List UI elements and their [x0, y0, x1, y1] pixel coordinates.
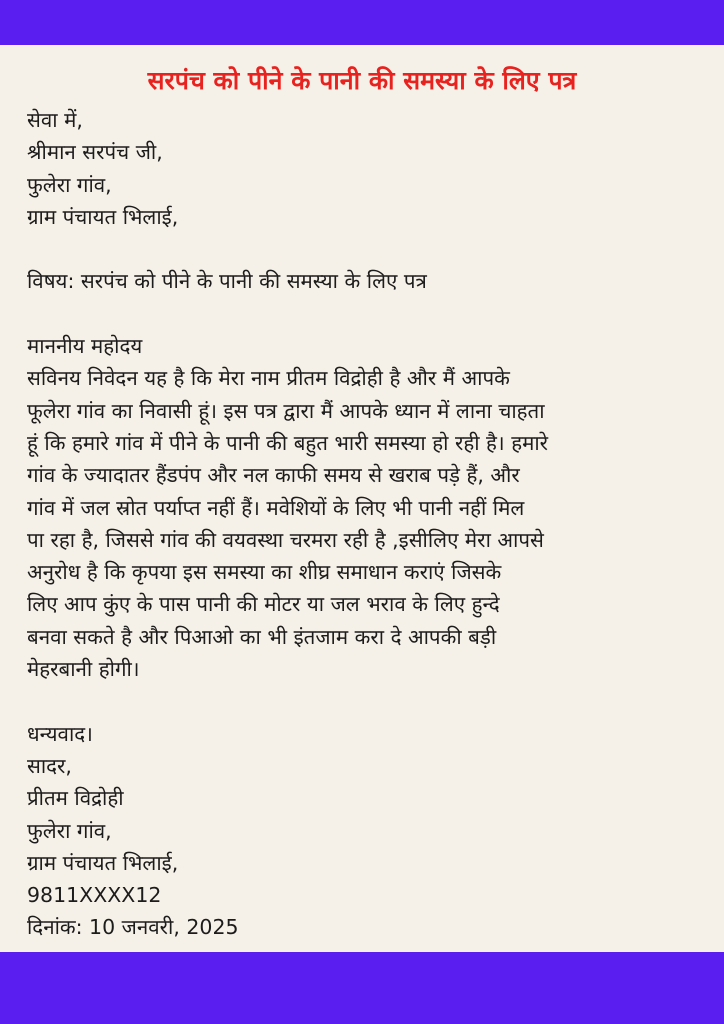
closing-regards: सादर,: [27, 753, 72, 778]
body-line: सविनय निवेदन यह है कि मेरा नाम प्रीतम विद्रोही है और मैं आपके: [27, 366, 510, 391]
subject-line: विषय: सरपंच को पीने के पानी की समस्या के लिए पत्र: [27, 269, 427, 294]
body-line: गांव में जल स्रोत पर्याप्त नहीं हैं। मवेशियों के लिए भी पानी नहीं मिल: [27, 495, 525, 520]
sender-phone: 9811XXXX12: [27, 883, 162, 908]
address-village: फुलेरा गांव,: [27, 172, 112, 197]
blank-line: [27, 298, 699, 330]
letter-title: सरपंच को पीने के पानी की समस्या के लिए पत्र: [147, 66, 577, 95]
body-line: पा रहा है, जिससे गांव की वयवस्था चरमरा रही है ,इसीलिए मेरा आपसे: [27, 527, 544, 552]
body-line: लिए आप कुंए के पास पानी की मोटर या जल भराव के लिए हुन्दे: [27, 592, 500, 617]
body-line: अनुरोध है कि कृपया इस समस्या का शीघ्र समाधान कराएं जिसके: [27, 560, 502, 585]
sender-name: प्रीतम विद्रोही: [27, 786, 124, 811]
letter-page: [0, 45, 724, 952]
top-banner: [0, 0, 724, 45]
body-line: फूलेरा गांव का निवासी हूं। इस पत्र द्वारा मैं आपके ध्यान में लाना चाहता: [27, 398, 545, 423]
letter-date: दिनांक: 10 जनवरी, 2025: [27, 915, 239, 940]
body-line: हूं कि हमारे गांव में पीने के पानी की बहुत भारी समस्या हो रही है। हमारे: [27, 430, 549, 455]
address-salutation: सेवा में,: [27, 108, 83, 132]
address-recipient: श्रीमान सरपंच जी,: [27, 140, 163, 165]
letter-body: [27, 104, 699, 944]
greeting: माननीय महोदय: [27, 334, 143, 359]
sender-village: फुलेरा गांव,: [27, 818, 112, 843]
blank-line: [27, 685, 699, 717]
address-panchayat: ग्राम पंचायत भिलाई,: [27, 204, 179, 229]
body-line: गांव के ज्यादातर हैंडपंप और नल काफी समय से खराब पड़े हैं, और: [27, 463, 520, 488]
blank-line: [27, 233, 699, 265]
sender-panchayat: ग्राम पंचायत भिलाई,: [27, 850, 179, 875]
body-line: मेहरबानी होगी।: [27, 657, 140, 682]
closing-thanks: धन्यवाद।: [27, 721, 93, 746]
body-line: बनवा सकते है और पिआओ का भी इंतजाम करा दे आपकी बड़ी: [27, 624, 497, 649]
bottom-banner: [0, 952, 724, 1024]
